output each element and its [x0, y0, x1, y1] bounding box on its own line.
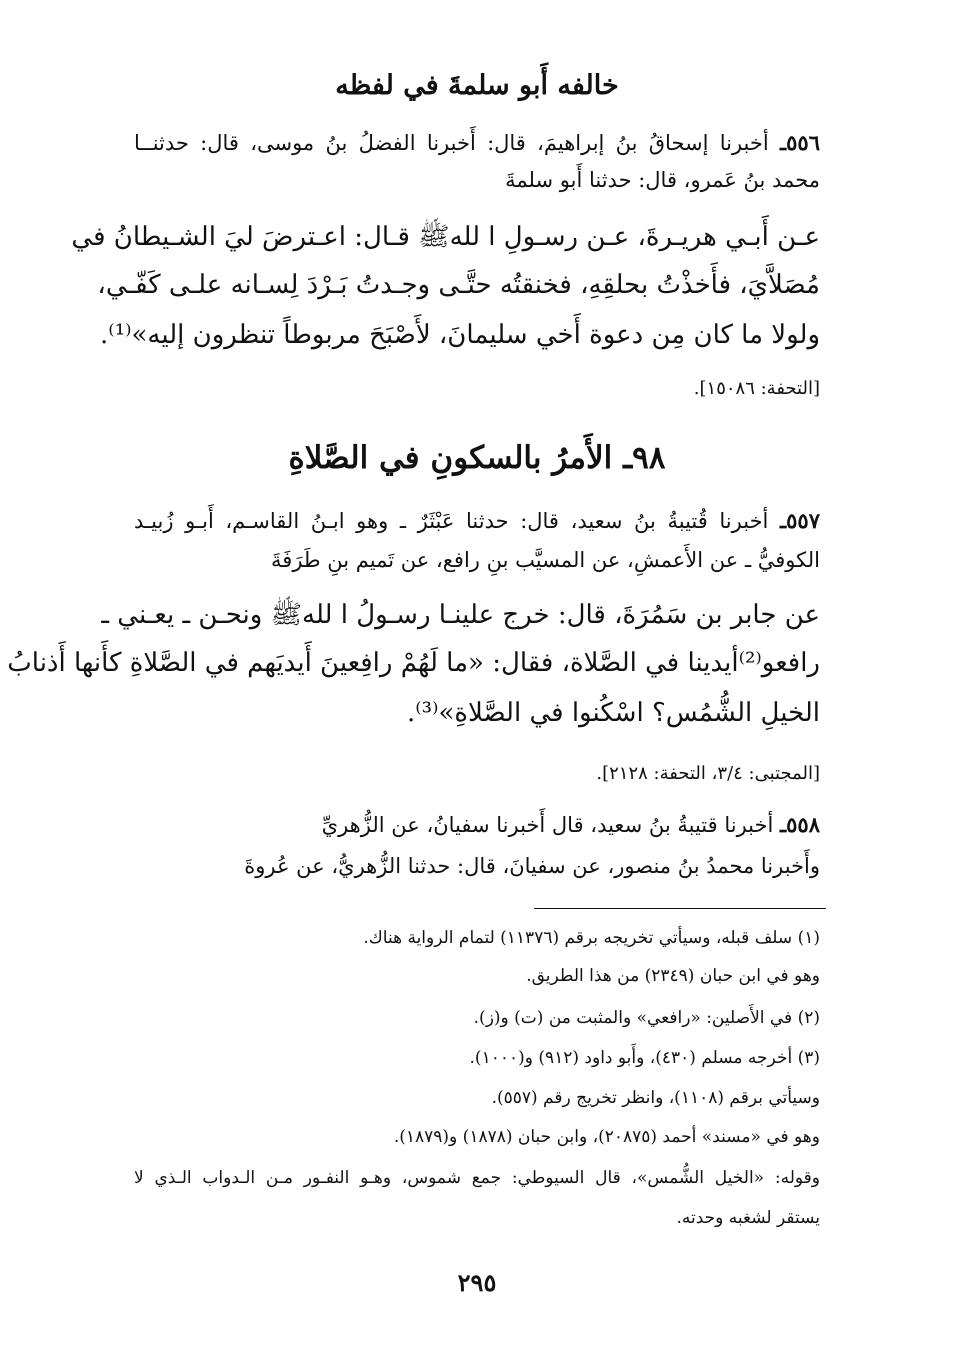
hadith-556-matn-line3: ولولا ما كان مِن دعوة أَخي سليمانَ، لأَصْبَحَ مربوطاً تنظرون إليه»⁽¹⁾. [100, 320, 820, 350]
footnote-line: وقوله: «الخيل الشُّمس»، قال السيوطي: جمع شموس، وهـو النفـور مـن الـدواب الـذي لا [134, 1168, 820, 1188]
section-heading-top: خالفه أَبو سلمةَ في لفظه [335, 70, 619, 101]
footnote-line: يستقر لشغبه وحدته. [676, 1208, 820, 1228]
hadith-558-isnad-line2: وأَخبرنا محمدُ بنُ منصور، عن سفيانَ، قال: حدثنا الزُّهريُّ، عن عُروةَ [244, 854, 820, 878]
footnote-line: (٣) أخرجه مسلم (٤٣٠)، وأَبو داود (٩١٢) و(١٠٠٠). [469, 1048, 820, 1068]
hadith-556-isnad-line2: محمد بنُ عَمرو، قال: حدثنا أَبو سلمةَ [505, 168, 820, 192]
footnote-divider [534, 908, 826, 909]
footnote-line: وسيأتي برقم (١١٠٨)، وانظر تخريج رقم (٥٥٧). [491, 1088, 820, 1108]
hadith-556-isnad-line1: ٥٥٦ـ أخبرنا إسحاقُ بنُ إبراهيمَ، قال: أَخبرنا الفضلُ بنُ موسى، قال: حدثنــا [134, 130, 820, 155]
hadith-556-matn-line2: مُصَلاَّيَ، فأَخذْتُ بحلقِهِ، فخنقتُه حتَّـى وجـدتُ بَـرْدَ لِسـانه علـى كَفّـي، [97, 270, 820, 300]
hadith-557-matn-line1: عن جابر بن سَمُرَةَ، قال: خرج علينـا رسـولُ ا للهﷺ ونحـن ـ يعـني ـ [101, 600, 820, 630]
hadith-557-reference: [المجتبى: ٣/٤، التحفة: ٢١٢٨]. [596, 763, 820, 784]
hadith-557-matn-line2: رافعو⁽²⁾أيدينا في الصَّلاة، فقال: «ما لَهُمْ رافِعينَ أَيديَهم في الصَّلاةِ كأَنها أَذنابُ [7, 648, 820, 678]
hadith-557-isnad-line2: الكوفيُّ ـ عن الأَعمشِ، عن المسيَّب بنِ رافع، عن تَميم بنِ طَرَفَةَ [271, 548, 820, 572]
footnote-line: وهو في ابن حبان (٢٣٤٩) من هذا الطريق. [526, 966, 820, 986]
footnote-line: وهو في «مسند» أحمد (٢٠٨٧٥)، وابن حبان (١٨٧٨) و(١٨٧٩). [393, 1127, 820, 1147]
hadith-558-isnad-line1: ٥٥٨ـ أخبرنا قتيبةُ بنُ سعيد، قال أَخبرنا سفيانُ، عن الزُّهريِّ [321, 812, 820, 837]
hadith-number: ٥٥٧ـ [780, 508, 820, 533]
hadith-556-matn-line1: عـن أَبـي هريـرةَ، عـن رسـولِ ا للهﷺ قـال: اعـترضَ ليَ الشـيطانُ في [71, 222, 820, 252]
hadith-557-matn-line3: الخيلِ الشُّمُس؟ اسْكُنوا في الصَّلاةِ»⁽³⁾. [406, 698, 820, 728]
chapter-heading: ٩٨ـ الأَمرُ بالسكونِ في الصَّلاةِ [288, 440, 666, 476]
hadith-number: ٥٥٨ـ [780, 812, 820, 837]
page-number: ٢٩٥ [457, 1268, 497, 1297]
footnote-line: (١) سلف قبله، وسيأتي تخريجه برقم (١١٣٧٦) لتمام الرواية هناك. [363, 928, 820, 948]
hadith-556-reference: [التحفة: ١٥٠٨٦]. [693, 378, 820, 399]
hadith-557-isnad-line1: ٥٥٧ـ أخبرنا قُتيبةُ بنُ سعيد، قال: حدثنا عَبْثَرٌ ـ وهو ابـنُ القاسـم، أَبـو زُبيـد [134, 508, 820, 533]
footnote-line: (٢) في الأَصلين: «رافعي» والمثبت من (ت) و(ز). [473, 1008, 820, 1028]
hadith-number: ٥٥٦ـ [780, 130, 820, 155]
